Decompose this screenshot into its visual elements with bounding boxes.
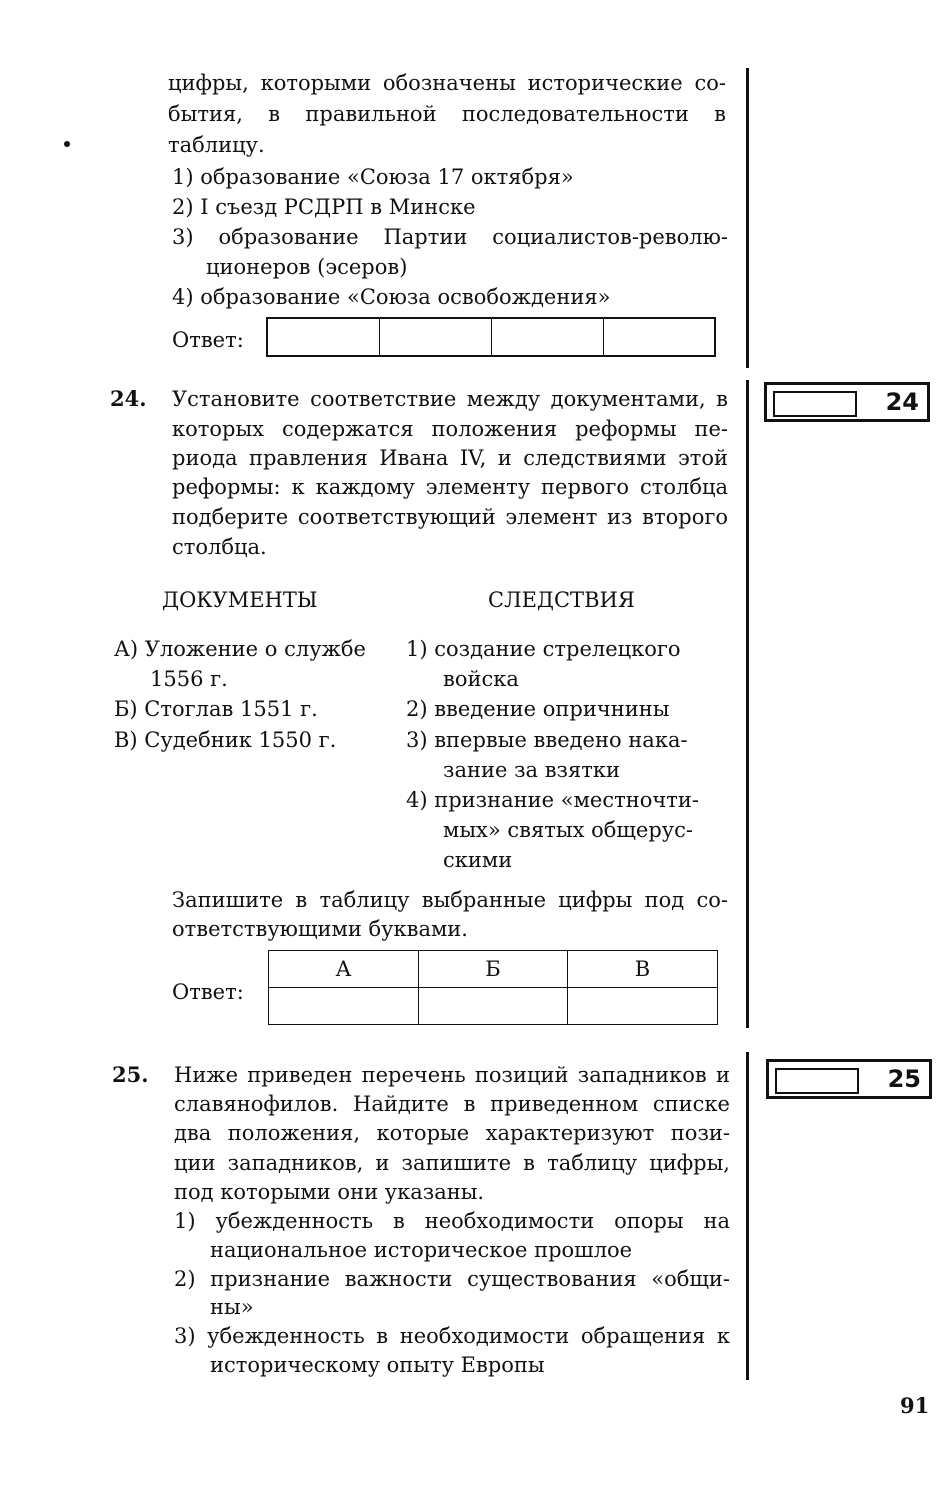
answer-cell-divider [379,319,380,355]
q24-cons-2: 2) введение опричнины [406,697,670,721]
q24-number: 24. [110,386,147,411]
q24-doc-a-cont: 1556 г. [150,667,228,691]
q25-line-1: Ниже приведен перечень позиций западников и [174,1063,730,1087]
q25-margin-number: 25 [887,1065,921,1093]
q24-margin-number: 24 [885,388,919,416]
q25-score-box[interactable] [766,1059,932,1099]
page-number: 91 [900,1393,930,1418]
answer-cell-divider [491,319,492,355]
margin-rule-bottom [746,1052,749,1380]
q24-line-4: реформы: к каждому элементу первого столбца [172,475,728,499]
q25-item-2: 2) признание важности существования «общи- [174,1267,730,1291]
q24-doc-b: Б) Стоглав 1551 г. [114,697,318,721]
q25-item-3-cont: историческому опыту Европы [210,1353,545,1377]
q24-cons-4-cont: мых» святых общерус- [443,818,693,842]
q25-item-1: 1) убежденность в необходимости опоры на [174,1209,730,1233]
q24-doc-a: А) Уложение о службе [114,637,366,661]
q23-line-3: таблицу. [168,133,265,157]
table-header-b: Б [419,951,568,988]
q24-line-5: подберите соответствующий элемент из второго [172,505,728,529]
table-header-a: А [269,951,419,988]
q24-cons-1: 1) создание стрелецкого [406,637,681,661]
table-header-v: В [568,951,718,988]
q24-col1-header: ДОКУМЕНТЫ [162,588,318,612]
q24-answer-table [268,950,718,1025]
q23-item-1: 1) образование «Союза 17 октября» [172,165,574,189]
q24-cons-3-cont: зание за взятки [443,758,620,782]
q25-item-2-cont: ны» [210,1295,254,1319]
q25-item-1-cont: национальное историческое прошлое [210,1238,633,1262]
q24-line-2: которых содержатся положения реформы пе- [172,417,728,441]
q25-line-3: два положения, которые характеризуют пози- [174,1121,730,1145]
q24-instruction-1: Запишите в таблицу выбранные цифры под со- [172,888,728,912]
q24-instruction-2: ответствующими буквами. [172,917,468,941]
margin-rule-middle [746,380,749,1028]
margin-rule-top [746,68,749,368]
q24-line-3: риода правления Ивана IV, и следствиями этой [172,446,728,470]
answer-cell-divider [603,319,604,355]
q23-item-3: 3) образование Партии социалистов-револю- [172,225,728,249]
bullet-dot [64,141,70,147]
q24-line-1: Установите соответствие между документами, в [172,387,728,411]
score-input-box[interactable] [775,1068,859,1094]
q24-cons-3: 3) впервые введено нака- [406,728,688,752]
answer-cell-v[interactable] [568,988,718,1025]
q24-cons-4-cont2: скими [443,848,513,872]
q24-col2-header: СЛЕДСТВИЯ [488,588,635,612]
answer-cell-b[interactable] [419,988,568,1025]
q25-item-3: 3) убежденность в необходимости обращения к [174,1324,730,1348]
q23-line-2: бытия, в правильной последовательности в [168,102,726,126]
q24-doc-v: В) Судебник 1550 г. [114,728,337,752]
q24-score-box[interactable] [764,382,930,422]
answer-cell-a[interactable] [269,988,419,1025]
score-input-box[interactable] [773,391,857,417]
q24-answer-label: Ответ: [172,980,244,1004]
q23-item-4: 4) образование «Союза освобождения» [172,285,611,309]
q23-line-1: цифры, которыми обозначены исторические со- [168,71,726,95]
q25-line-5: под которыми они указаны. [174,1180,485,1204]
q23-item-3-cont: ционеров (эсеров) [206,255,408,279]
q24-cons-1-cont: войска [443,667,519,691]
q25-line-4: ции западников, и запишите в таблицу цифры, [174,1151,730,1175]
q25-number: 25. [112,1062,149,1087]
q25-line-2: славянофилов. Найдите в приведенном списке [174,1092,730,1116]
q23-answer-label: Ответ: [172,328,244,352]
q24-line-6: столбца. [172,535,267,559]
q24-cons-4: 4) признание «местночти- [406,788,699,812]
q23-item-2: 2) I съезд РСДРП в Минске [172,195,476,219]
q23-answer-box[interactable] [266,317,716,357]
